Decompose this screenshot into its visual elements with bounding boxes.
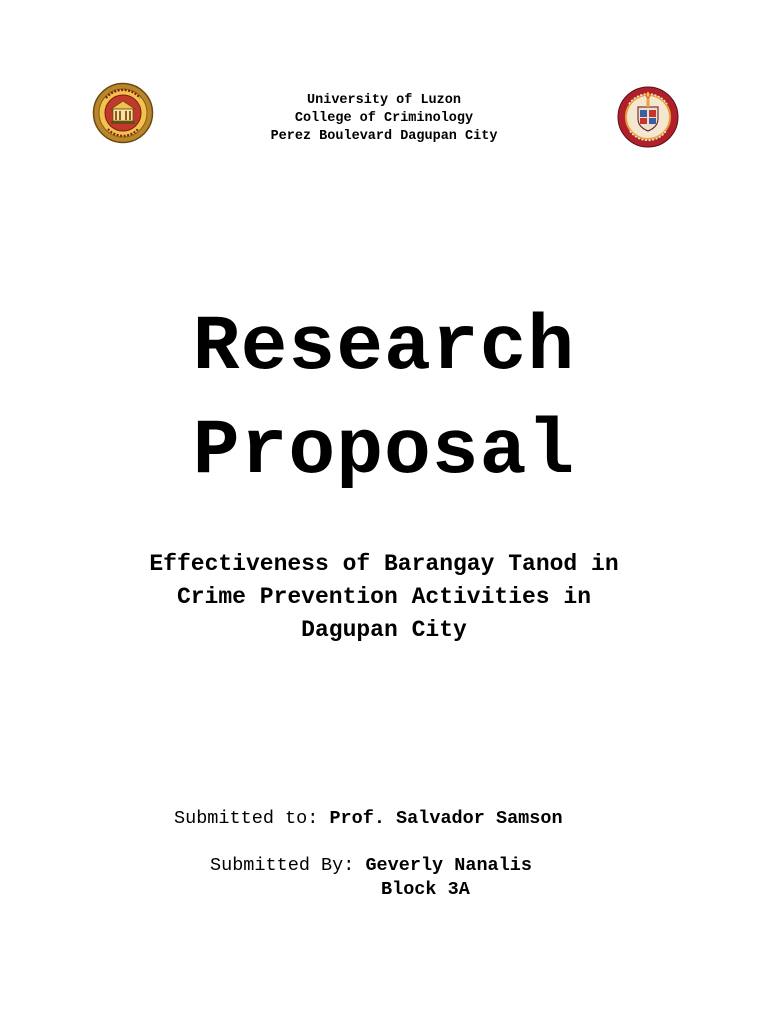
university-address: Perez Boulevard Dagupan City [270,129,498,144]
student-name: Geverly Nanalis [365,855,532,876]
submitted-by-label: Submitted By: [210,855,366,876]
document-title [0,296,768,504]
topic-line-1: Effectiveness of Barangay Tanod in [149,551,619,577]
institution-header [0,92,768,146]
submitted-to-label: Submitted to: [174,808,330,829]
topic-line-2: Crime Prevention Activities in [176,584,592,610]
university-name: University of Luzon [307,93,461,108]
title-line-2: Proposal [192,408,576,496]
college-name: College of Criminology [294,111,474,126]
title-line-1: Research [192,304,576,392]
student-block: Block 3A [381,879,470,900]
research-topic [0,548,768,647]
submitted-by-line [0,854,768,878]
professor-name: Prof. Salvador Samson [329,808,563,829]
topic-line-3: Dagupan City [301,617,467,643]
submitted-to-line [0,807,768,831]
